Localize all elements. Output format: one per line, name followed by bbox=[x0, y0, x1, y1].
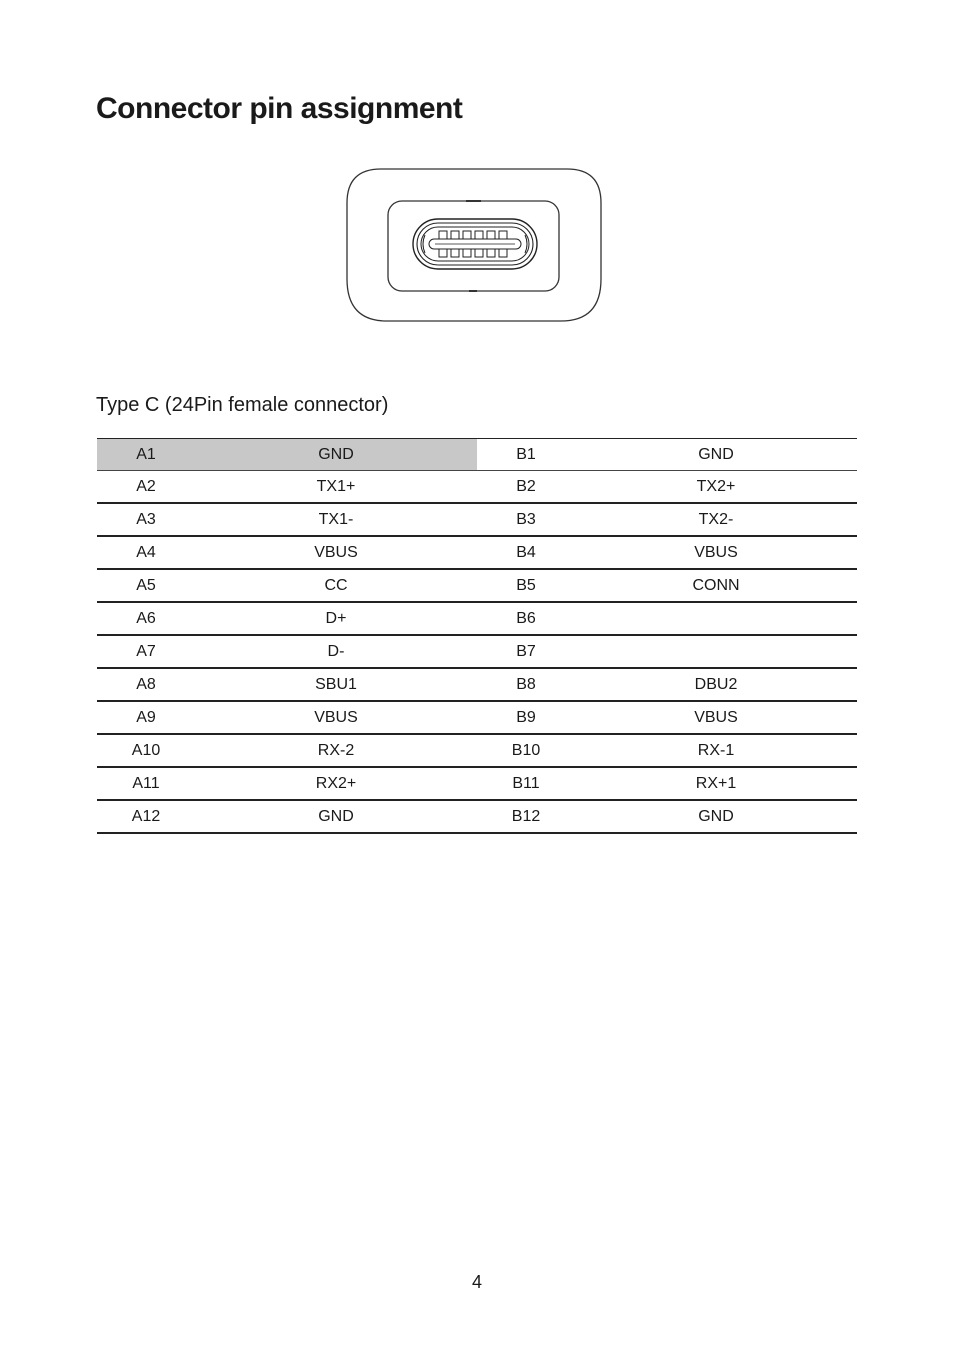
pin-a-number: A2 bbox=[97, 471, 195, 504]
pin-b-number: B6 bbox=[477, 602, 575, 635]
pin-b-signal: RX-1 bbox=[575, 734, 857, 767]
pin-a-signal: GND bbox=[195, 800, 477, 833]
pin-a-signal: RX2+ bbox=[195, 767, 477, 800]
pin-a-signal: D+ bbox=[195, 602, 477, 635]
pin-a-signal: VBUS bbox=[195, 701, 477, 734]
pin-a-signal: VBUS bbox=[195, 536, 477, 569]
pin-b-number: B10 bbox=[477, 734, 575, 767]
pin-a-signal: CC bbox=[195, 569, 477, 602]
pin-b-number: B7 bbox=[477, 635, 575, 668]
pin-a-number: A3 bbox=[97, 503, 195, 536]
pin-table-body bbox=[97, 439, 857, 834]
page-number: 4 bbox=[471, 1272, 482, 1292]
pin-b-signal: GND bbox=[575, 439, 857, 471]
pin-a-number: A5 bbox=[97, 569, 195, 602]
pin-a-signal: GND bbox=[195, 439, 477, 471]
pin-a-number: A4 bbox=[97, 536, 195, 569]
pin-b-signal bbox=[575, 602, 857, 635]
table-row bbox=[97, 536, 857, 569]
pin-a-number: A1 bbox=[97, 439, 195, 471]
table-row bbox=[97, 602, 857, 635]
pin-b-number: B4 bbox=[477, 536, 575, 569]
pin-b-number: B3 bbox=[477, 503, 575, 536]
pin-b-signal bbox=[575, 635, 857, 668]
page-title: Connector pin assignment bbox=[96, 92, 463, 125]
pin-a-number: A6 bbox=[97, 602, 195, 635]
pin-b-number: B5 bbox=[477, 569, 575, 602]
table-row bbox=[97, 734, 857, 767]
table-row bbox=[97, 701, 857, 734]
pin-a-number: A10 bbox=[97, 734, 195, 767]
table-row bbox=[97, 668, 857, 701]
table-row bbox=[97, 569, 857, 602]
table-row bbox=[97, 503, 857, 536]
pin-a-signal: D- bbox=[195, 635, 477, 668]
pin-b-number: B1 bbox=[477, 439, 575, 471]
table-row bbox=[97, 767, 857, 800]
pin-a-number: A12 bbox=[97, 800, 195, 833]
pin-b-number: B8 bbox=[477, 668, 575, 701]
table-row bbox=[97, 635, 857, 668]
pin-a-number: A8 bbox=[97, 668, 195, 701]
table-row bbox=[97, 471, 857, 504]
table-row bbox=[97, 439, 857, 471]
pin-a-signal: TX1+ bbox=[195, 471, 477, 504]
table-row bbox=[97, 800, 857, 833]
pin-b-signal: CONN bbox=[575, 569, 857, 602]
pin-b-number: B2 bbox=[477, 471, 575, 504]
pin-assignment-table bbox=[97, 438, 857, 834]
pin-a-number: A9 bbox=[97, 701, 195, 734]
pin-b-number: B11 bbox=[477, 767, 575, 800]
usb-type-c-port-icon bbox=[343, 167, 605, 325]
pin-b-signal: TX2- bbox=[575, 503, 857, 536]
pin-a-signal: TX1- bbox=[195, 503, 477, 536]
pin-a-number: A7 bbox=[97, 635, 195, 668]
pin-a-signal: RX-2 bbox=[195, 734, 477, 767]
pin-b-signal: RX+1 bbox=[575, 767, 857, 800]
table-caption: Type C (24Pin female connector) bbox=[96, 394, 389, 416]
pin-b-signal: VBUS bbox=[575, 536, 857, 569]
pin-b-number: B12 bbox=[477, 800, 575, 833]
pin-a-signal: SBU1 bbox=[195, 668, 477, 701]
pin-b-number: B9 bbox=[477, 701, 575, 734]
pin-b-signal: VBUS bbox=[575, 701, 857, 734]
pin-a-number: A11 bbox=[97, 767, 195, 800]
pin-b-signal: TX2+ bbox=[575, 471, 857, 504]
pin-b-signal: DBU2 bbox=[575, 668, 857, 701]
pin-b-signal: GND bbox=[575, 800, 857, 833]
